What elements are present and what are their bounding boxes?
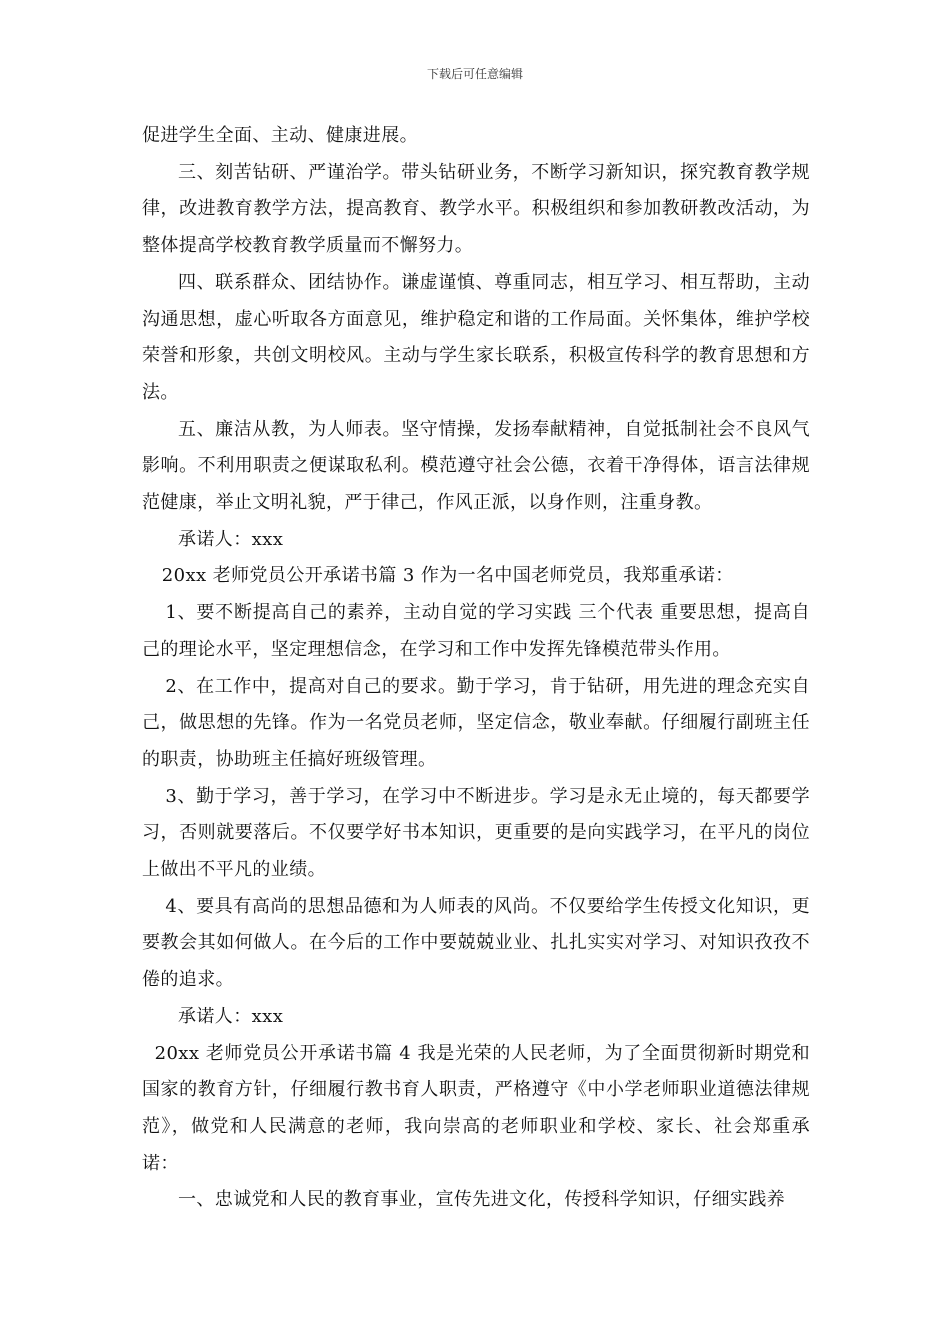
document-body bbox=[142, 118, 810, 1219]
section-heading: 20xx 老师党员公开承诺书篇 3 作为一名中国老师党员，我郑重承诺： bbox=[161, 565, 734, 587]
paragraph: 四、联系群众、团结协作。谦虚谨慎、尊重同志，相互学习、相互帮助，主动沟通思想，虚心听取各方面意见，维护稳定和谐的工作局面。关怀集体，维护学校荣誉和形象，共创文明校风。主动与学生家长联系，积极宣传科学的教育思想和方法。 bbox=[142, 271, 810, 403]
paragraph: 3、勤于学习，善于学习，在学习中不断进步。学习是永无止境的，每天都要学习，否则就要落后。不仅要学好书本知识，更重要的是向实践学习，在平凡的岗位上做出不平凡的业绩。 bbox=[142, 785, 810, 881]
paragraph: 三、刻苦钻研、严谨治学。带头钻研业务，不断学习新知识，探究教育教学规律，改进教育教学方法，提高教育、教学水平。积极组织和参加教研教改活动，为整体提高学校教育教学质量而不懈努力。 bbox=[142, 161, 810, 257]
paragraph: 五、廉洁从教，为人师表。坚守情操，发扬奉献精神，自觉抵制社会不良风气影响。不利用职责之便谋取私利。模范遵守社会公德，衣着干净得体，语言法律规范健康，举止文明礼貌，严于律己，作风正派，以身作则，注重身教。 bbox=[142, 418, 810, 514]
page-header: 下载后可任意编辑 bbox=[426, 67, 523, 81]
section-heading: 20xx 老师党员公开承诺书篇 4 我是光荣的人民老师，为了全面贯彻新时期党和国家的教育方针，仔细履行教书育人职责，严格遵守《中小学老师职业道德法律规范》，做党和人民满意的老师，我向崇高的老师职业和学校、家长、社会郑重承诺： bbox=[142, 1042, 810, 1174]
paragraph: 4、要具有高尚的思想品德和为人师表的风尚。不仅要给学生传授文化知识，更要教会其如何做人。在今后的工作中要兢兢业业、扎扎实实对学习、对知识孜孜不倦的追求。 bbox=[142, 895, 810, 991]
signatory-line: 承诺人：xxx bbox=[178, 1005, 284, 1027]
paragraph: 1、要不断提高自己的素养，主动自觉的学习实践 三个代表 重要思想，提高自己的理论水平，坚定理想信念，在学习和工作中发挥先锋模范带头作用。 bbox=[142, 602, 810, 660]
paragraph: 2、在工作中，提高对自己的要求。勤于学习，肯于钻研，用先进的理念充实自己，做思想的先锋。作为一名党员老师，坚定信念，敬业奉献。仔细履行副班主任的职责，协助班主任搞好班级管理。 bbox=[142, 675, 810, 770]
paragraph: 一、忠诚党和人民的教育事业，宣传先进文化，传授科学知识，仔细实践养 bbox=[178, 1189, 786, 1211]
signatory-line: 承诺人：xxx bbox=[178, 528, 284, 550]
paragraph: 促进学生全面、主动、健康进展。 bbox=[142, 125, 418, 146]
